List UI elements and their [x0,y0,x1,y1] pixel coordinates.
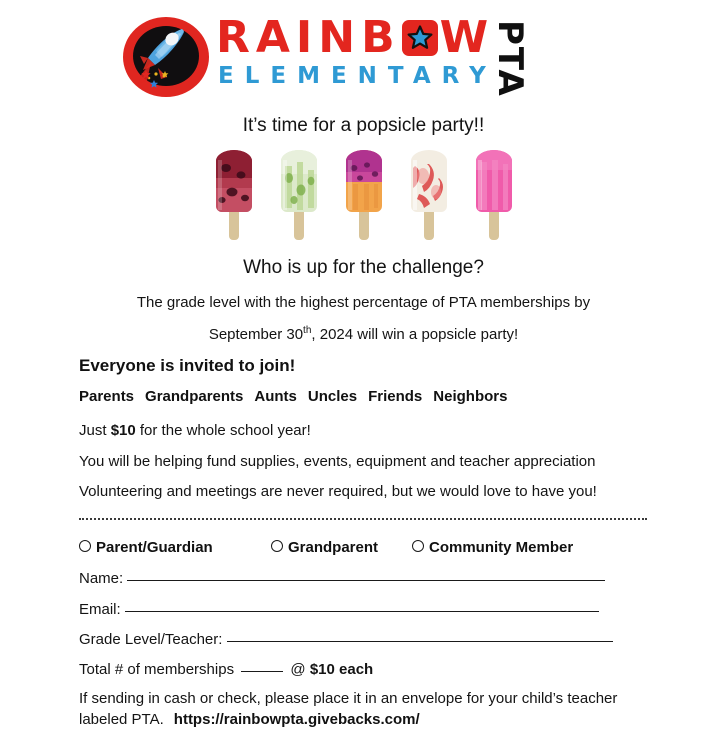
price-amount: $10 [110,422,136,439]
invited-group-neighbors: Neighbors [433,388,508,405]
challenge-date-prefix: September 30 [208,326,304,343]
invited-group-grandparents: Grandparents [145,388,244,405]
membership-signup-url[interactable]: https://rainbowpta.givebacks.com/ [173,711,420,728]
volunteering-note: Volunteering and meetings are never required, but we would love to have you! [79,483,597,500]
logo-pta-text: PTA [490,20,530,98]
dotted-divider [79,518,647,522]
radio-circle-icon[interactable] [271,540,283,552]
logo-rainbow-part2: W [439,12,495,63]
email-field-label: Email: [79,601,125,618]
payment-instructions-line2 [79,711,420,728]
total-memberships-field-row[interactable] [79,661,373,678]
total-memberships-at-symbol: @ [286,661,310,678]
radio-label-parent-guardian: Parent/Guardian [96,539,213,556]
challenge-subheading: Who is up for the challenge? [243,257,484,278]
membership-price-line [79,422,311,439]
invited-groups-list [79,388,507,405]
rocket-in-circle-icon [122,12,210,100]
funding-description: You will be helping fund supplies, events, equipment and teacher appreciation [79,453,596,470]
radio-circle-icon[interactable] [412,540,424,552]
invited-group-aunts: Aunts [254,388,297,405]
email-field-row[interactable] [79,601,599,618]
grade-teacher-field-row[interactable] [79,631,613,648]
challenge-description-line1: The grade level with the highest percentage of PTA memberships by [136,294,591,311]
logo-rainbow-text [216,14,494,62]
pink-popsicle [470,148,518,244]
name-field-row[interactable] [79,570,605,587]
grade-teacher-field-input-line[interactable] [227,641,613,642]
total-memberships-unit-price: $10 each [309,661,374,678]
invite-heading: Everyone is invited to join! [79,356,296,375]
logo-o-letter-box [402,20,438,56]
name-field-input-line[interactable] [127,580,605,581]
name-field-label: Name: [79,570,128,587]
payment-instructions-label: labeled PTA. [79,711,164,728]
school-logo-banner [0,8,727,106]
strawberry-cream-popsicle [405,148,453,244]
membership-type-radio-group [79,539,647,559]
challenge-date-ordinal: th [303,325,312,336]
total-memberships-label: Total # of memberships [79,661,239,678]
logo-elementary-text: ELEMENTARY [218,63,497,89]
price-suffix: for the whole school year! [135,422,311,439]
grape-orange-popsicle [340,148,388,244]
page-headline: It’s time for a popsicle party!! [242,115,485,136]
popsicle-image-row [0,148,727,244]
price-prefix: Just [79,422,111,439]
kiwi-popsicle [275,148,323,244]
invited-group-uncles: Uncles [307,388,358,405]
radio-label-grandparent: Grandparent [288,539,379,556]
star-icon [406,24,434,52]
challenge-description-line2 [0,325,727,343]
email-field-input-line[interactable] [125,611,599,612]
challenge-date-suffix: , 2024 will win a popsicle party! [311,326,519,343]
berry-popsicle [210,148,258,244]
invited-group-parents: Parents [79,388,135,405]
radio-label-community-member: Community Member [429,539,574,556]
invited-group-friends: Friends [368,388,423,405]
radio-option-parent-guardian[interactable] [79,539,213,556]
total-memberships-input-line[interactable] [241,671,283,672]
radio-option-community-member[interactable] [412,539,573,556]
grade-teacher-field-label: Grade Level/Teacher: [79,631,227,648]
logo-rainbow-part1: RAINB [216,12,401,63]
radio-circle-icon[interactable] [79,540,91,552]
payment-instructions-line1: If sending in cash or check, please place it in an envelope for your child’s teacher [79,690,618,707]
radio-option-grandparent[interactable] [271,539,378,556]
